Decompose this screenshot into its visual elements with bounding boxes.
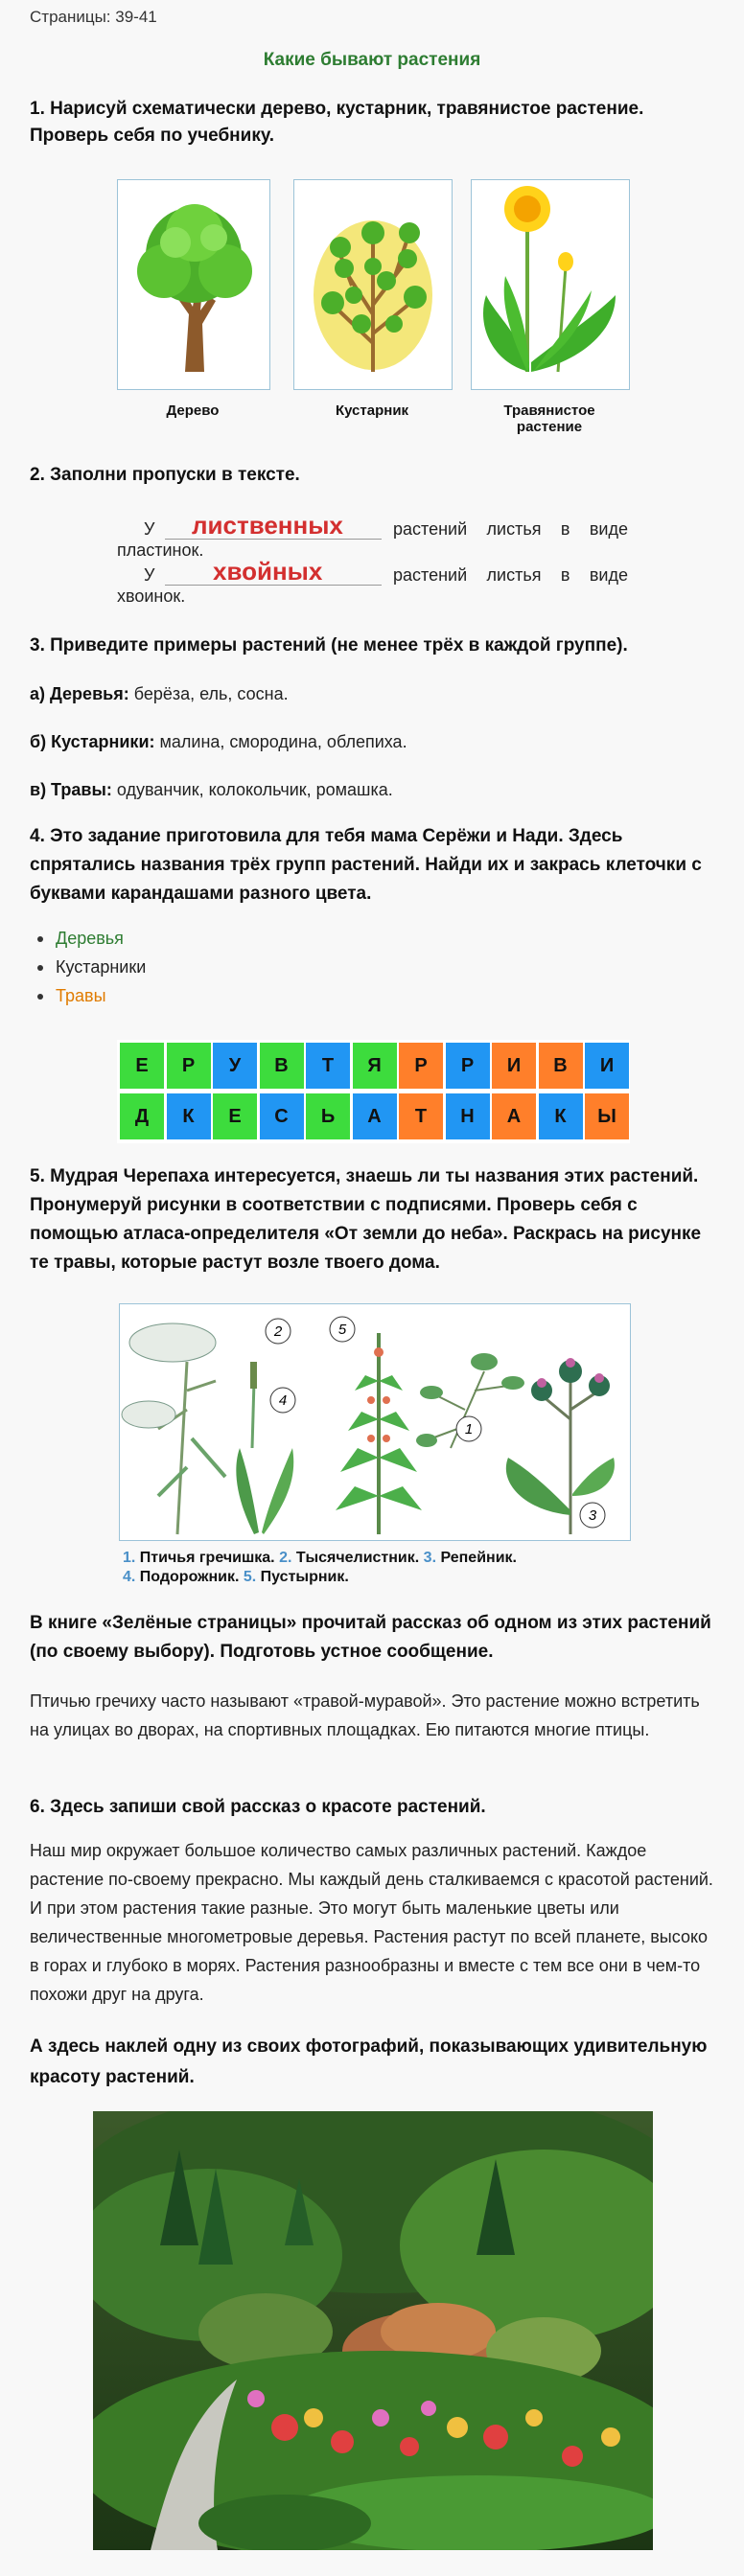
fill2-end: хвоинок.: [117, 586, 186, 606]
label-num-5: 5.: [243, 1569, 257, 1585]
label-name-3: Репейник.: [440, 1550, 517, 1566]
grid-cell-r1-c11: И: [585, 1043, 629, 1089]
pages-reference: Страницы: 39-41: [30, 8, 157, 26]
fill1-end: пластинок.: [117, 540, 204, 560]
task1-question: 1. Нарисуй схематически дерево, кустарник, травянистое растение. Проверь себя по учебнику.: [30, 99, 644, 146]
photo-task: А здесь наклей одну из своих фотографий, показывающих удивительную красоту растений.: [30, 2036, 708, 2087]
task2-question: 2. Заполни пропуски в тексте.: [30, 465, 300, 485]
caption-herb: Травянистое растение: [503, 402, 595, 435]
fill2-prefix: У: [144, 565, 155, 585]
label-name-5: Пустырник.: [260, 1569, 349, 1585]
fill2-answer: хвойных: [213, 557, 323, 586]
task3-trees: [30, 679, 714, 708]
grid-cell-r1-c6: Я: [353, 1043, 397, 1089]
label-name-1: Птичья гречишка.: [139, 1550, 275, 1566]
fill2-suffix: растений листья в виде: [393, 565, 628, 585]
marker-3: 3: [588, 1507, 597, 1524]
label-num-3: 3.: [423, 1550, 437, 1566]
fill1-answer: лиственных: [192, 511, 343, 540]
yarrow-icon: [122, 1323, 225, 1534]
task4-question: 4. Это задание приготовила для тебя мама Серёжи и Нади. Здесь спрятались названия трёх групп растений. Найди их и закрась клеточки с буквами карандашами разного цвета.: [30, 826, 702, 904]
legend-trees: Деревья: [56, 929, 124, 948]
fill1-suffix: растений листья в виде: [393, 519, 628, 539]
trees-label: а) Деревья:: [30, 684, 129, 703]
task3-question: 3. Приведите примеры растений (не менее трёх в каждой группе).: [30, 635, 628, 656]
marker-4: 4: [278, 1392, 288, 1409]
motherwort-icon: [336, 1333, 422, 1534]
tree-picture: [117, 179, 270, 390]
task5-question: 5. Мудрая Черепаха интересуется, знаешь ли ты названия этих растений. Пронумеруй рисунки в соответствии с подписями. Проверь себя с помощью атласа-определителя «От земли до неба». Раскрась на рисунке те травы, которые растут возле твоего дома.: [30, 1166, 702, 1273]
wild-plants-illustration: [120, 1304, 630, 1540]
herbs-answer: одуванчик, колокольчик, ромашка.: [116, 780, 393, 799]
trees-answer: берёза, ель, сосна.: [133, 684, 289, 703]
grid-cell-r1-c3: У: [213, 1043, 257, 1089]
shrub-icon: [294, 180, 452, 389]
shrub-picture: [293, 179, 453, 390]
grid-cell-r1-c8: Р: [446, 1043, 490, 1089]
plants-picture: [119, 1303, 631, 1541]
garden-photo: [93, 2111, 653, 2550]
marker-2: 2: [273, 1323, 283, 1340]
shrubs-answer: малина, смородина, облепиха.: [159, 732, 407, 751]
grid-cell-r2-c11: Ы: [585, 1093, 629, 1139]
legend-shrubs: Кустарники: [56, 957, 147, 977]
marker-1: 1: [464, 1421, 474, 1438]
grid-cell-r1-c4: В: [260, 1043, 304, 1089]
grid-cell-r2-c8: Н: [446, 1093, 490, 1139]
book-answer: Птичью гречиху часто называют «травой-муравой». Это растение можно встретить на улицах во дворах, на спортивных площадках. Ею питаются многие птицы.: [30, 1691, 700, 1739]
grid-cell-r2-c3: Е: [213, 1093, 257, 1139]
grid-cell-r1-c10: В: [539, 1043, 583, 1089]
grid-cell-r2-c4: С: [260, 1093, 304, 1139]
label-num-4: 4.: [123, 1569, 136, 1585]
grid-cell-r2-c9: А: [492, 1093, 536, 1139]
tree-icon: [118, 180, 269, 389]
grid-cell-r2-c7: Т: [399, 1093, 443, 1139]
marker-5: 5: [337, 1322, 347, 1338]
grid-cell-r1-c7: Р: [399, 1043, 443, 1089]
label-num-1: 1.: [123, 1550, 136, 1566]
grid-cell-r1-c9: И: [492, 1043, 536, 1089]
grid-cell-r1-c2: Р: [167, 1043, 211, 1089]
grid-cell-r2-c2: К: [167, 1093, 211, 1139]
fill1-prefix: У: [144, 519, 155, 539]
grid-cell-r2-c5: Ь: [306, 1093, 350, 1139]
legend-herbs: Травы: [56, 986, 106, 1005]
caption-shrub: Кустарник: [335, 402, 409, 419]
herbs-label: в) Травы:: [30, 780, 112, 799]
letter-grid: [117, 1040, 630, 1143]
task3-shrubs: [30, 727, 714, 756]
grid-cell-r2-c6: А: [353, 1093, 397, 1139]
plant-labels-line2: [123, 1569, 349, 1586]
grid-cell-r1-c1: Е: [120, 1043, 164, 1089]
grid-cell-r2-c10: К: [539, 1093, 583, 1139]
book-task: В книге «Зелёные страницы» прочитай рассказ об одном из этих растений (по своему выбору). Подготовь устное сообщение.: [30, 1613, 711, 1662]
caption-tree: Дерево: [166, 402, 220, 419]
label-name-4: Подорожник.: [139, 1569, 240, 1585]
dandelion-icon: [472, 180, 629, 389]
shrubs-label: б) Кустарники:: [30, 732, 155, 751]
label-num-2: 2.: [279, 1550, 292, 1566]
plant-labels-line1: [123, 1550, 517, 1567]
herb-picture: [471, 179, 630, 390]
grid-cell-r2-c1: Д: [120, 1093, 164, 1139]
grid-cell-r1-c5: Т: [306, 1043, 350, 1089]
task6-question: 6. Здесь запиши свой рассказ о красоте растений.: [30, 1797, 486, 1817]
garden-icon: [93, 2111, 653, 2550]
page-title: Какие бывают растения: [263, 50, 481, 70]
label-name-2: Тысячелистник.: [295, 1550, 420, 1566]
task3-herbs: [30, 775, 714, 804]
task6-answer: Наш мир окружает большое количество самых различных растений. Каждое растение по-своему прекрасно. Мы каждый день сталкиваемся с красотой растений. И при этом растения такие разные. Это могут быть маленькие цветы или величественные многометровые деревья. Растения растут по всей планете, высоко в горах и глубоко в морях. Растения разнообразны и вместе с тем все они в чем-то похожи друг на друга.: [30, 1841, 713, 2004]
